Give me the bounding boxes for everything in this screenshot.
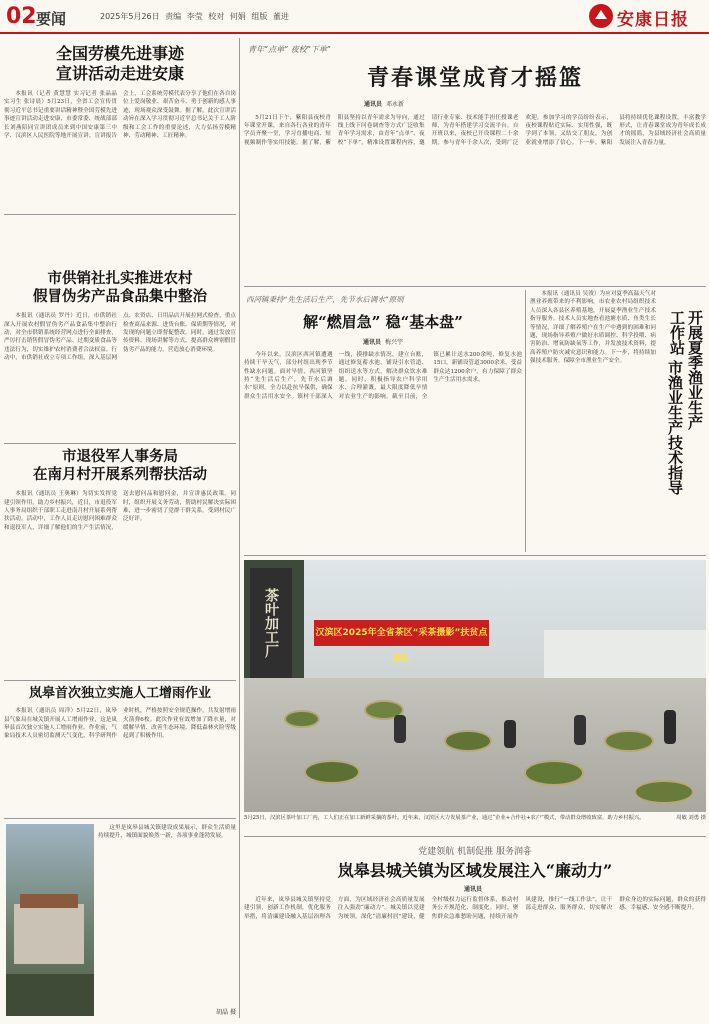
event-banner: 汉滨区2025年全省茶区“采茶摄影”扶贫点活动: [314, 620, 489, 646]
article-youth-school: [244, 38, 706, 284]
article-labor-models: [4, 40, 236, 210]
article-weather: [4, 684, 236, 816]
article-body: 本报讯（通讯员 罗丹）近日，市供销社深入开展农村假冒伪劣产品食品集中整治行动，对全市供销系统经营网点进行全面排查，严厉打击销售假冒伪劣产品、过期变质食品等违法行为，切实维护农村消费者合法权益。行动中，市供销社成立专项工作组，深入基层网点、农资店、日用品店开展拉网式检查，重点检查商品来源、进货台账、保质期等情况，对发现的问题立即督促整改。同时，通过发放宣传资料、现场讲解等方式，提高群众辨别假冒伪劣产品的能力，营造放心消费环境。: [4, 313, 236, 362]
article-body: 本报讯（记者 黄慧慧 实习记者 张晶晶 实习生 张诗晨）5月23日，全省工会宣传贯彻习近平总书记重要讲话精神暨全国劳模先进事迹宣讲活动走进安康，市委常委、统战部部长刘燕陪同宣讲团成员来到中国安康第三中学、汉滨区人民医院等地开展宣讲。宣讲报告会上，工会系统劳模代表分享了他们在各自岗位上爱岗敬业、艰苦奋斗、勇于创新的感人事迹，现场观众深受鼓舞。据了解，此次宣讲活动旨在深入学习贯彻习近平总书记关于工人阶级和工会工作的重要论述，大力弘扬劳模精神、劳动精神、工匠精神。: [4, 91, 236, 140]
kicker: 青年“点单” 夜校“下单”: [248, 45, 331, 54]
column-divider: [525, 290, 526, 552]
logo-text: 安康日报: [617, 10, 689, 30]
divider: [244, 555, 706, 556]
byline: 通讯员: [463, 886, 482, 893]
photo-credit: 胡晶 摄: [216, 1009, 236, 1016]
headline: 在南月村开展系列帮扶活动: [33, 466, 207, 484]
page-header: [0, 0, 709, 34]
headline: 宣讲活动走进安康: [55, 64, 184, 83]
article-body: 本报讯（通讯员 吴浚）为应对夏季高温天气对渔业养殖带来的不利影响，市农业农村局组织技术人员深入各县区养殖基地，开展夏季渔业生产技术指导服务。技术人员实地查看池塘水质、鱼类生长等情况，详细了解养殖户在生产中遇到的困难和问题，现场指导养殖户做好水质调控、科学投喂、病害防治、增氧防缺氧等工作，并发放技术资料，提高养殖户防灾减灾意识和能力。下一步，将持续加强技术服务，保障全市渔业生产安全。: [530, 291, 656, 365]
byline: 通讯员 邓永新: [364, 100, 405, 108]
article-body: 近年来，岚皋县城关镇坚持党建引领，创新工作机制，优化服务举措，将清廉建设融入基层治理各方面，为区域经济社会高质量发展注入强劲“廉动力”。城关镇以党建为统领，深化“清廉村居”建设，健全村级权力运行监督体系，推动村务公开规范化、制度化。同时，聚焦群众急难愁盼问题，持续开展作风建设，推行“一线工作法”，让干部走进群众、服务群众，切实解决群众身边的实际问题，群众的获得感、幸福感、安全感不断提升。: [244, 897, 706, 920]
photo-caption: 5月25日，汉滨区茶叶加工厂内，工人们正在加工新鲜采摘的茶叶。近年来，汉滨区大力发展茶产业，通过“企业+合作社+农户”模式，带动群众增收致富，助力乡村振兴。 周敏 刘勇 摄: [244, 815, 706, 821]
divider: [4, 680, 236, 681]
article-body: 本报讯（通讯员 王奥琳）为切实发挥党建引领作用，助力乡村振兴，近日，市退役军人事务局组织干部职工走进南月村开展系列帮扶活动。活动中，工作人员走访慰问困难群众和退役军人，详细了解他们的生产生活情况，送去慰问品和慰问金，并宣讲惠民政策。同时，组织开展义务劳动，帮助村民解决实际困难，进一步密切了党群干群关系，受到村民广泛好评。: [4, 491, 236, 531]
headline: 市供销社扎实推进农村: [47, 270, 193, 287]
issue-info: 2025年5月26日 责编 李莹 校对 何娟 组版 董进: [100, 12, 289, 21]
article-drought-relief: [244, 290, 522, 552]
headline: 市退役军人事务局: [62, 448, 178, 465]
headline: 全国劳模先进事迹: [55, 44, 184, 63]
headline: 青春课堂成育才摇篮: [366, 65, 583, 91]
section-name: 要闻: [36, 10, 67, 28]
photo-credit: 周敏 刘勇 摄: [676, 815, 706, 821]
page-number: 02: [6, 4, 37, 29]
byline: 通讯员 梅兴宇: [362, 338, 404, 346]
article-veterans: [4, 446, 236, 678]
article-clean-governance: [244, 840, 706, 1020]
article-body: 今年以来，汉滨区西河镇遭遇持续干旱天气，部分村组出现季节性缺水问题。面对旱情，西河镇坚持“先生活后生产，先节水后调水”原则，全力以赴抗旱保供，确保群众生活用水安全。镇村干部深入一线，摸排缺水情况，建立台账，通过修复蓄水池、铺设引水管道、组织送水等方式，解决群众饮水难题。同时，积极指导农户科学用水、合理灌溉，最大限度降低旱情对农业生产的影响。截至目前，全镇已累计送水200余吨，修复水池15口，新铺设管道3000余米，受益群众达1200余户，有力保障了群众生产生活用水需求。: [244, 351, 522, 400]
headline: 解“燃眉急” 稳“基本盘”: [303, 313, 463, 331]
divider: [244, 286, 706, 287]
vertical-headline: [658, 290, 706, 552]
logo-emblem-icon: [587, 2, 615, 30]
factory-sign: 茶叶加工厂: [250, 568, 292, 678]
newspaper-logo: [587, 2, 697, 30]
kicker: 党建领航 机制促推 服务润흉: [418, 847, 532, 857]
town-photo-text: [98, 824, 236, 1016]
divider: [4, 443, 236, 444]
article-fishery: [530, 290, 706, 552]
kicker: 西河镇秉持“先生活后生产，先节水后调水”原则: [246, 295, 404, 304]
divider: [244, 836, 706, 837]
divider: [4, 214, 236, 215]
headline: 开展夏季渔业生产: [686, 310, 704, 430]
article-body: 本报讯（通讯员 周洋）5月22日，岚皋县气象局在城关镇开展人工增雨作业，这是岚皋县首次独立实施人工增雨作业。作业前，气象局技术人员密切监测天气变化，科学研判作业时机，严格按照安全规范操作，共发射增雨火箭弹6枚。此次作业有效增加了降水量，对缓解旱情、改善生态环境、降低森林火险等级起到了积极作用。: [4, 708, 236, 740]
divider: [4, 818, 236, 819]
article-body: 5月21日下午，紫阳县夜校青年课堂开课，来自各行各业的青年学员齐聚一堂，学习直播电商、短视频制作等实用技能。据了解，紫阳县坚持以青年需求为导向，通过线上线下问卷调查等方式广泛收集青年学习需求，由青年“点单”、夜校“下单”，精准设置课程内容，邀请行业专家、技术能手担任授课老师，为青年搭建学习交流平台。自开班以来，夜校已开设课程二十余期，参与青年千余人次，受到广泛欢迎。参加学习的学员纷纷表示，夜校课程贴近实际、实用性强，既学到了本领，又结交了朋友，为创业就业增添了信心。下一步，紫阳县将持续优化课程设置，丰富教学形式，让青春课堂成为青年成长成才的摇篮，为县域经济社会高质量发展注入青春力量。: [244, 114, 706, 146]
headline: 工作站: [668, 310, 686, 355]
column-divider: [239, 38, 240, 1018]
headline: 市渔业生产技术指导: [666, 360, 684, 495]
town-photo: [6, 824, 94, 1016]
headline: 岚皋县城关镇为区域发展注入“廉动力”: [337, 861, 613, 880]
tea-factory-photo: [244, 560, 706, 812]
article-supply-coop: [4, 218, 236, 440]
article-body: 这里是岚皋县城关镇建设成果展示，群众生活质量持续提升，城镇面貌焕然一新，各项事业蓬勃发展。: [98, 825, 236, 840]
headline: 假冒伪劣产品食品集中整治: [33, 288, 207, 306]
headline: 岚皋首次独立实施人工增雨作业: [28, 686, 211, 701]
